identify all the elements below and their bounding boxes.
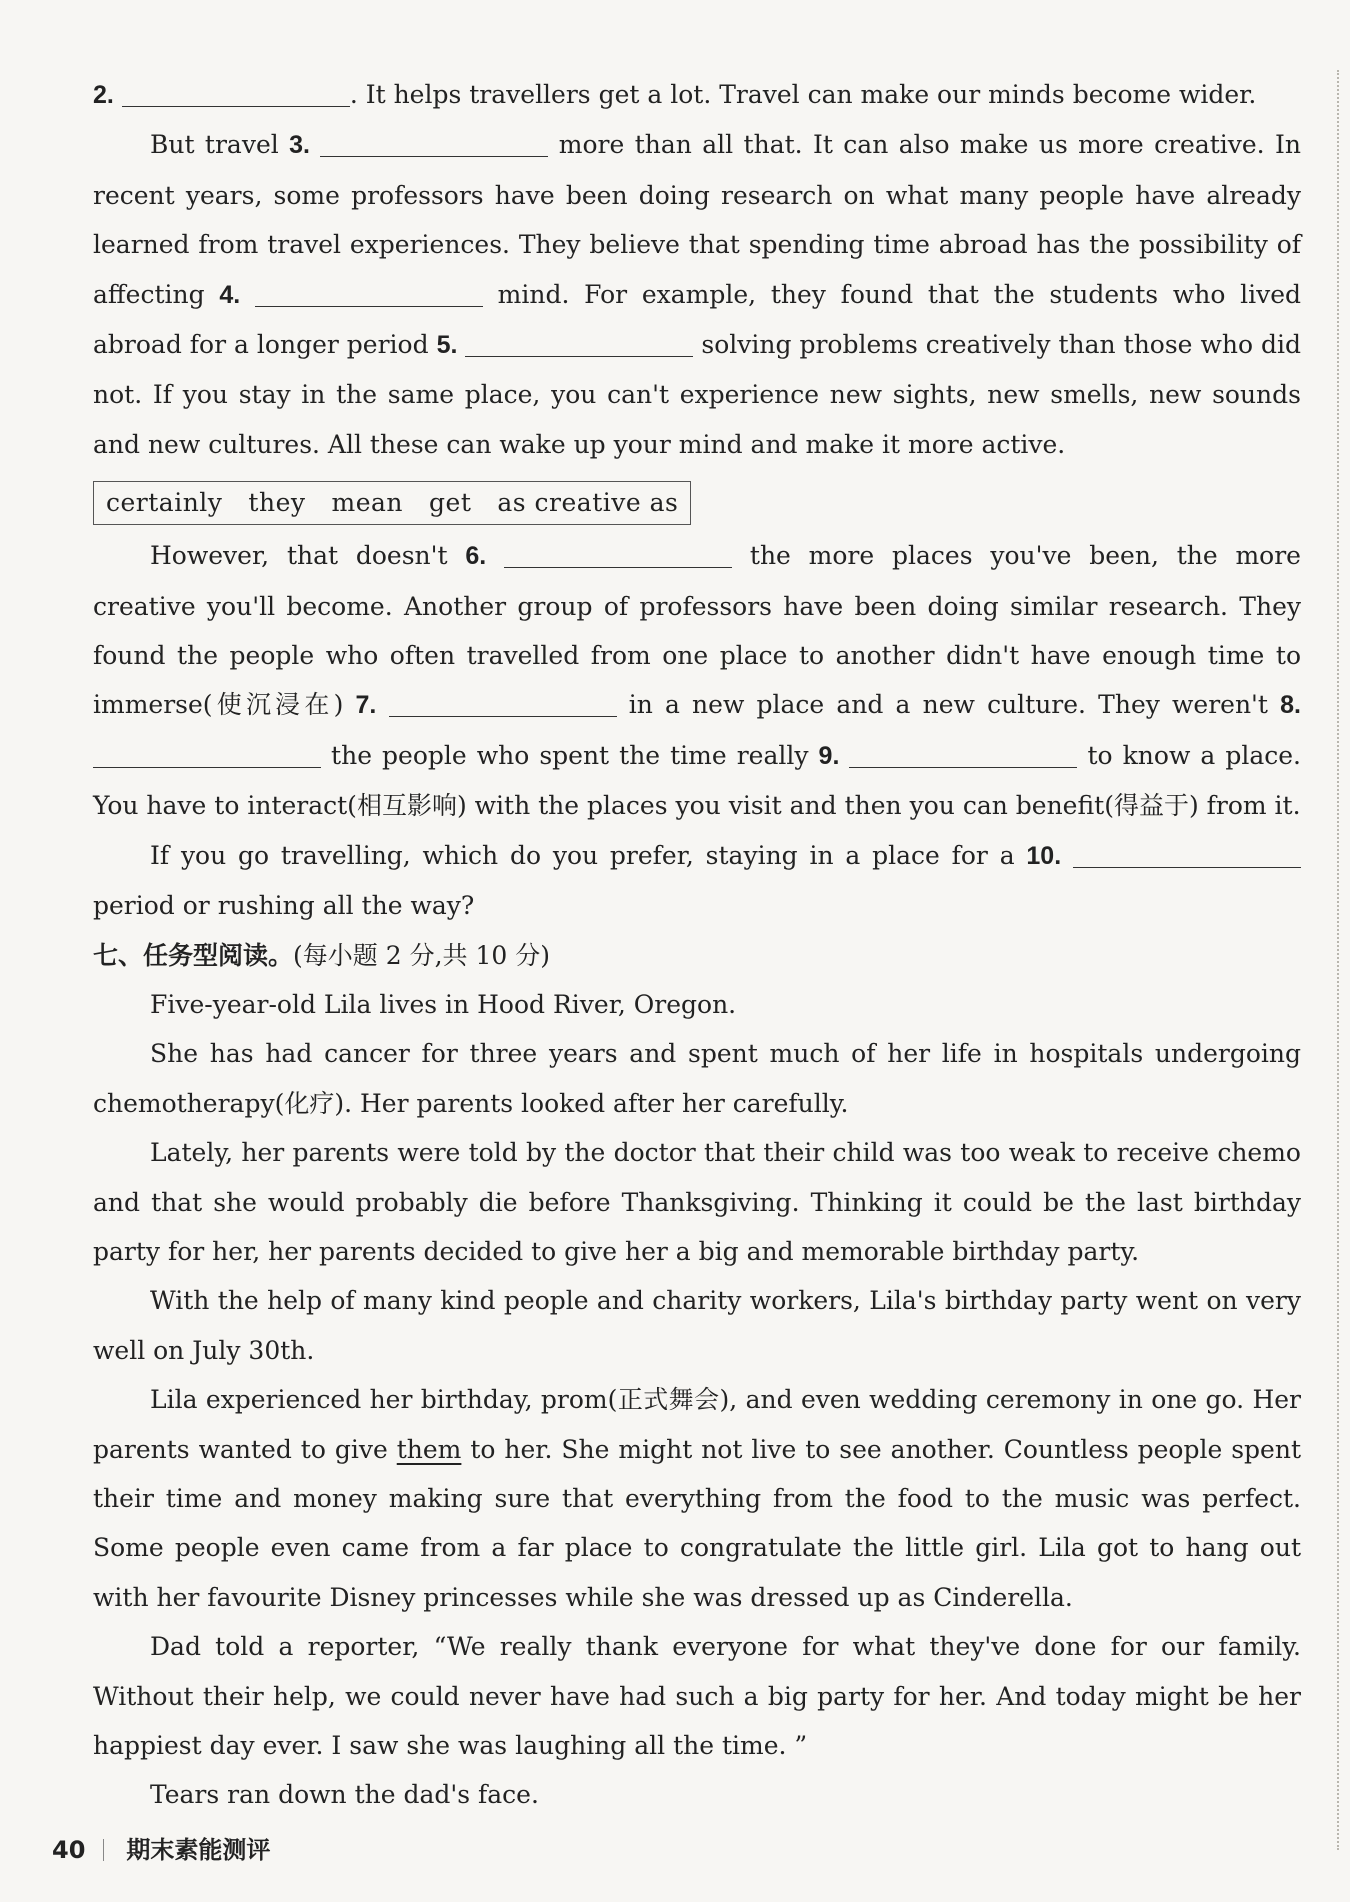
blank-number-9: 9. — [818, 741, 840, 770]
word-bank-item: mean — [331, 488, 404, 518]
paragraph-a: But travel 3. more than all that. It can also make us more creative. In recent years, some professors have been doing research on what many people have already learned from travel experiences. They believe that spending time abroad has the possibility of affecting 4. mind. For example, they found that the students who lived abroad for a longer period 5. solving problems creatively than those who did not. If you stay in the same place, you can't experience new sights, new smells, new sounds and new cultures. All these can wake up your mind and make it more active. — [93, 130, 1302, 459]
blank-5[interactable] — [465, 328, 693, 357]
line-q2 — [93, 70, 1301, 120]
section-7-title: 七、任务型阅读。 — [93, 940, 294, 970]
blank-number-10: 10. — [1026, 841, 1062, 870]
blank-10[interactable] — [1073, 839, 1301, 868]
blank-3[interactable] — [320, 128, 548, 157]
blank-8[interactable] — [93, 739, 321, 768]
blank-number-2: 2. — [93, 81, 114, 109]
word-bank-item: get — [429, 488, 472, 518]
blank-4[interactable] — [255, 278, 483, 307]
paragraph-b: However, that doesn't 6. the more places you've been, the more creative you'll become. Another group of professors have been doing similar research. They found the people who often travelled from one place to another didn't have enough time to immerse(使沉浸在) 7. in a new place and a new culture. They weren't 8. the people who spent the time really 9. to know a place. You have to interact(相互影响) with the places you visit and then you can benefit(得益于) from it. — [93, 541, 1302, 821]
word-bank-box — [93, 481, 691, 525]
section-7-heading — [93, 931, 1301, 980]
blank-7[interactable] — [389, 688, 617, 717]
blank-6[interactable] — [504, 539, 732, 568]
blank-number-7: 7. — [355, 691, 377, 720]
passage2-paragraph-2: She has had cancer for three years and spent much of her life in hospitals undergoing chemotherapy(化疗). Her parents looked after her carefully. — [93, 1039, 1301, 1118]
passage2-paragraph-1: Five-year-old Lila lives in Hood River, Oregon. — [150, 989, 737, 1019]
blank-number-8: 8. — [1280, 691, 1302, 720]
book-title: 期末素能测评 — [126, 1836, 271, 1864]
word-bank-item: as creative as — [497, 488, 679, 518]
passage2-paragraph-6: Dad told a reporter, “We really thank everyone for what they've done for our family. Without their help, we could never have had such a big party for her. And today might be her happiest day ever. I saw she was laughing all the time. ” — [93, 1632, 1301, 1760]
binding-dotted-line — [1337, 70, 1339, 1850]
blank-number-6: 6. — [465, 542, 487, 571]
page-number: 40 — [52, 1836, 86, 1864]
section-7-scoring-note: (每小题 2 分,共 10 分) — [293, 940, 550, 970]
word-bank-item: certainly — [106, 488, 223, 518]
passage2-paragraph-3: Lately, her parents were told by the doctor that their child was too weak to receive chemo and that she would probably die before Thanksgiving. Thinking it could be the last birthday party for her, her parents decided to give her a big and memorable birthday party. — [93, 1138, 1301, 1266]
blank-number-5: 5. — [436, 331, 458, 360]
underlined-word-them: them — [396, 1434, 462, 1464]
paragraph-c: If you go travelling, which do you prefer, staying in a place for a 10. period or rushing all the way? — [93, 831, 1301, 931]
blank-number-3: 3. — [289, 131, 310, 160]
word-bank-item: they — [248, 488, 306, 518]
passage2-paragraph-4: With the help of many kind people and charity workers, Lila's birthday party went on very well on July 30th. — [93, 1286, 1301, 1365]
blank-9[interactable] — [849, 739, 1077, 768]
footer-divider — [103, 1839, 104, 1861]
blank-number-4: 4. — [219, 280, 241, 309]
page-footer — [52, 1830, 270, 1865]
passage2-paragraph-7: Tears ran down the dad's face. — [150, 1780, 539, 1810]
passage2-paragraph-5: Lila experienced her birthday, prom(正式舞会), and even wedding ceremony in one go. Her parents wanted to give them to her. She might not live to see another. Countless people spent their time and money making sure that everything from the food to the music was perfect. Some people even came from a far place to congratulate the little girl. Lila got to hang out with her favourite Disney princesses while she was dressed up as Cinderella. — [93, 1385, 1301, 1612]
main-content — [93, 70, 1301, 1820]
line-q2-text: . It helps travellers get a lot. Travel can make our minds become wider. — [349, 80, 1257, 109]
blank-2[interactable] — [122, 78, 350, 107]
